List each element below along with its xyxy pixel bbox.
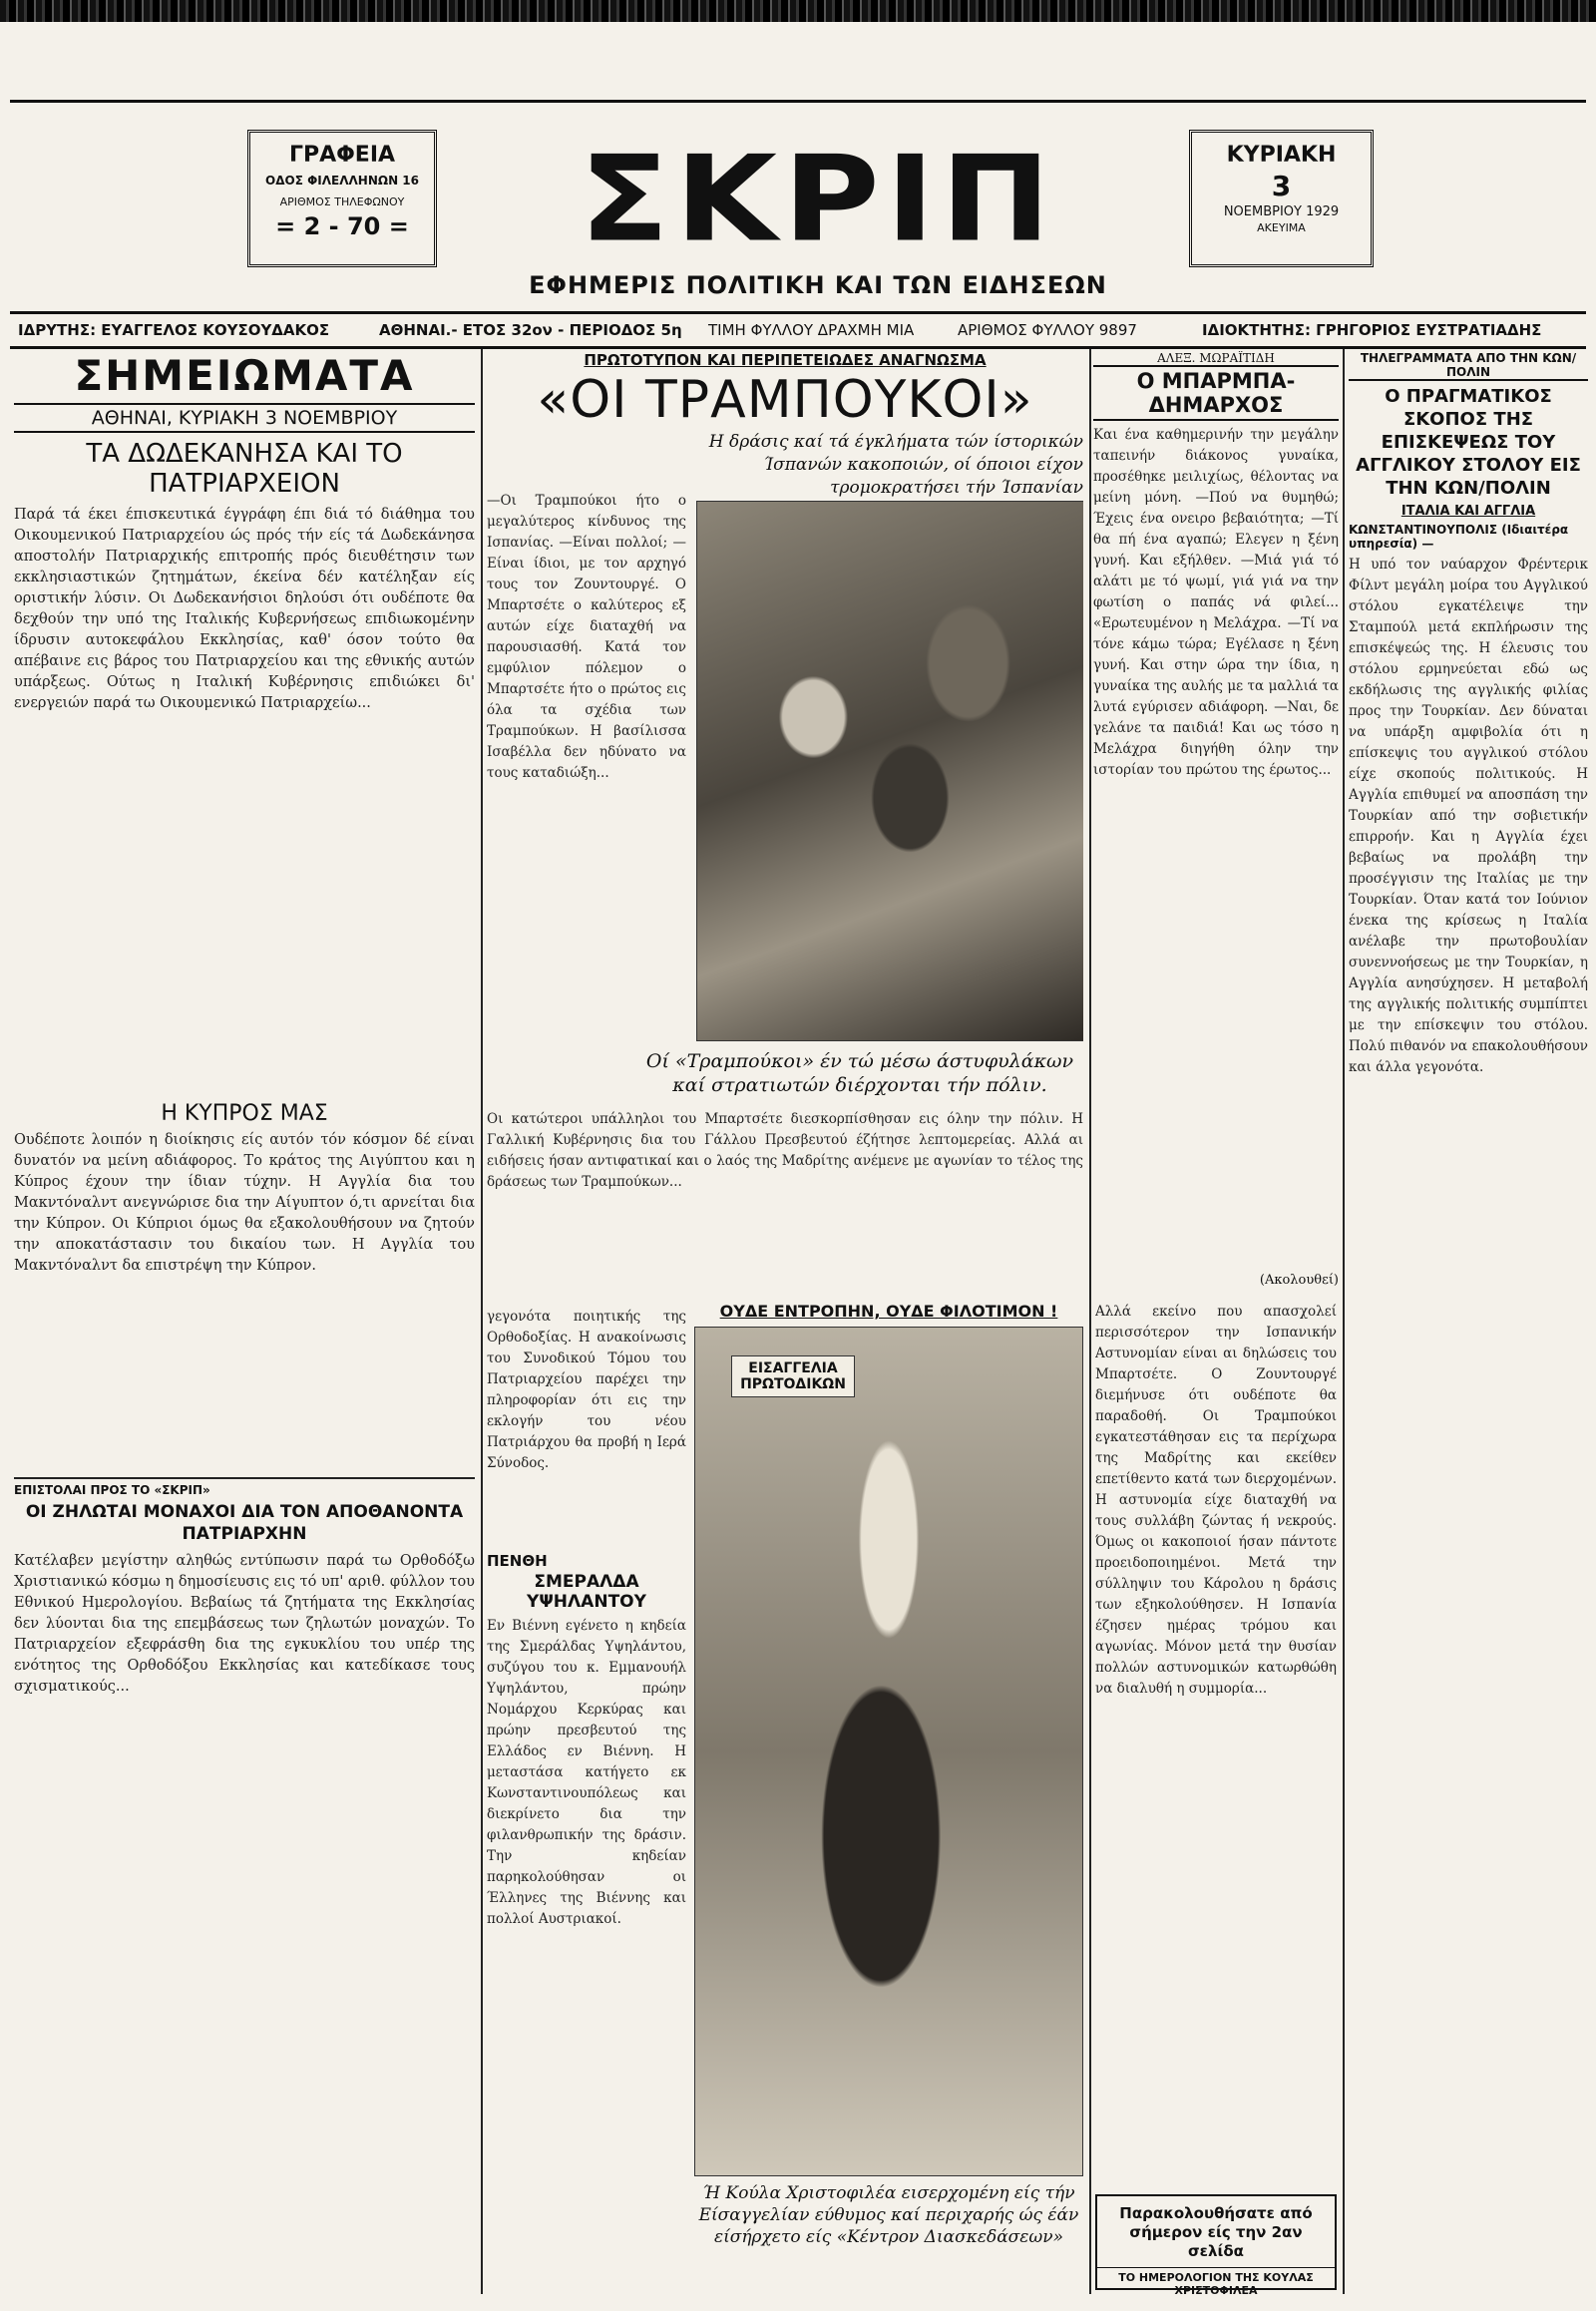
masthead-subtitle: ΕΦΗΜΕΡΙΣ ΠΟΛΙΤΙΚΗ ΚΑΙ ΤΩΝ ΕΙΔΗΣΕΩΝ <box>529 271 1107 299</box>
photo-banner: ΟΥΔΕ ΕΝΤΡΟΠΗΝ, ΟΥΔΕ ΦΙΛΟΤΙΜΟΝ ! <box>719 1302 1058 1321</box>
column-feature-continued <box>1095 1302 1337 2294</box>
diary-notice-title: ΤΟ ΗΜΕΡΟΛΟΓΙΟΝ ΤΗΣ ΚΟΥΛΑΣ ΧΡΙΣΤΟΦΙΛΕΑ <box>1097 2267 1335 2297</box>
weekday: ΚΥΡΙΑΚΗ <box>1226 143 1337 168</box>
serial-continued-marker: (Ακολουθεί) <box>1259 1273 1339 1288</box>
top-edge-border <box>0 0 1596 22</box>
phone-number: = 2 - 70 = <box>275 212 409 240</box>
founder-text: ΙΔΡΥΤΗΣ: ΕΥΑΓΓΕΛΟΣ ΚΟΥΣΟΥΔΑΚΟΣ <box>18 321 330 339</box>
article-body-continued: γεγονότα ποιητικής της Ορθοδοξίας. Η ανακοίνωσις του Συνοδικού Τόμου του Πατριαρχείου παρέχει την πληροφορίαν ότι εις την εκλογήν του νέου Πατριάρχου θα προβή η Ιερά Σύνοδος. <box>487 1309 686 1471</box>
photo-trampoukoi-procession <box>696 501 1083 1041</box>
photo-caption-koula: Ή Κούλα Χριστοφιλέα εισερχομένη είς τήν Είσαγγελίαν εύθυμος καί περιχαρής ώς έάν είσήρχετο είς «Κέντρον Διασκεδάσεων» <box>698 2183 1079 2247</box>
column-telegrams <box>1349 351 1588 2296</box>
obituary-label: ΠΕΝΘΗ <box>487 1552 548 1570</box>
owner-text: ΙΔΙΟΚΤΗΤΗΣ: ΓΡΗΓΟΡΙΟΣ ΕΥΣΤΡΑΤΙΑΔΗΣ <box>1202 321 1542 339</box>
header-top-rule <box>10 100 1586 103</box>
feature-deck: Η δράσις καί τά έγκλήματα τών ίστορικών Ίσπανών κακοποιών, οί όποιοι είχον τρομοκρατήσει τήν Ίσπανίαν <box>708 432 1083 498</box>
dateline: ΑΘΗΝΑΙ, ΚΥΡΙΑΚΗ 3 ΝΟΕΜΒΡΙΟΥ <box>14 403 475 433</box>
feature-kicker: ΠΡΩΤΟΤΥΠΟΝ ΚΑΙ ΠΕΡΙΠΕΤΕΙΩΔΕΣ ΑΝΑΓΝΩΣΜΑ <box>584 351 987 369</box>
office-address: ΟΔΟΣ ΦΙΛΕΛΛΗΝΩΝ 16 <box>265 174 419 188</box>
section-divider <box>14 1477 475 1479</box>
month-year: ΝΟΕΜΒΡΙΟΥ 1929 <box>1223 204 1340 219</box>
headline-dodecanese: ΤΑ ΔΩΔΕΚΑΝΗΣΑ ΚΑΙ ΤΟ ΠΑΤΡΙΑΡΧΕΙΟΝ <box>86 439 403 499</box>
article-body-cyprus: Ουδέποτε λοιπόν η διοίκησις είς αυτόν τόν κόσμον δέ είναι δυνατόν να μείνη αδιάφορος. Το κράτος της Αιγύπτου και η Κύπρος έχουν την ίδιαν τύχην. Η Αγγλία δια του Μακντόναλντ ανεγνώρισε δια την Αίγυπτον ό,τι αρνείται δια την Κύπρον. Οι Κύπριοι όμως θα εξακολουθήσουν να ζητούν την αποκατάστασιν του δικαίου των. Η Αγγλία του Μακντόναλντ δα επιστρέψη την Κύπρον. <box>14 1132 475 1274</box>
place-year-text: ΑΘΗΝΑΙ.- ΕΤΟΣ 32ον - ΠΕΡΙΟΔΟΣ 5η <box>379 321 682 339</box>
obituary-body: Εν Βιέννη εγένετο η κηδεία της Σμεράλδας Υψηλάντου, συζύγου του κ. Εμμανουήλ Υψηλάντου, πρώην Νομάρχου Κερκύρας και πρώην πρεσβευτού της Ελλάδος εν Βιέννη. Η μεταστάσα κατήγετο εκ Κωνσταντινουπόλεως και διεκρίνετο δια την φιλανθρωπικήν της δράσιν. Την κηδείαν παρηκολούθησαν οι Έλληνες της Βιέννης και πολλοί Αυστριακοί. <box>487 1618 686 1927</box>
column-divider-1 <box>481 349 483 2294</box>
serial-body: Και ένα καθημερινήν την μεγάλην ταπεινήν διάκονος γυναίκα, προσέθηκε μειλιχίως, θέλοντας να μείνη μόνη. —Πού να θυμηθώ; Έχεις ένα ονειρο βεβαιότητα; —Τί θα πή ένα αγαπώ; Ελεγεν η ξένη γυνή. Και εξήλθεν. —Μιά γιά τό αλάτι με τό ψωμί, γιά γιά να την φωτίση ο παπάς νά φιλεί... «Ερωτευμένον η Μελάχρα. —Τί να τόνε κάμω τώρα; Εγέλασε η ξένη γυνή. Και στην ώρα την ίδια, η γυναίκα της αυλής με τα μαλλιά τα λυτά εγύρισεν αδιάφορη. —Ναι, δε γελάνε τα παιδιά! Και ως τόσο η Μελάχρα διηγήθη όλην την ιστορίαν του πρώτου της έρωτος... <box>1093 427 1339 778</box>
column-notes <box>14 351 475 2296</box>
masthead-title: ΣΚΡΙΠ <box>579 130 1057 269</box>
feature-body-left: —Οι Τραμπούκοι ήτο ο μεγαλύτερος κίνδυνος της Ισπανίας. —Είναι πολλοί; —Είναι ίδιοι, με τον αρχηγό τους τον Ζουντουργέ. Ο Μπαρτσέτε ο καλύτερος εξ αυτών είχε διαταχθή να παρουσιασθή. Κατά τον εμφύλιον πόλεμον ο Μπαρτσέτε ήτο ο πρώτος εις όλα τα σχέδια των Τραμπούκων. Η βασίλισσα Ισαβέλλα δεν ηδύνατο να τους καταδιώξη... <box>487 493 686 781</box>
column-divider-2 <box>1089 349 1091 2294</box>
column-obituary <box>487 1307 686 2294</box>
price-text: ΤΙΜΗ ΦΥΛΛΟΥ ΔΡΑΧΜΗ ΜΙΑ <box>708 321 915 339</box>
letters-label: ΕΠΙΣΤΟΛΑΙ ΠΡΟΣ ΤΟ «ΣΚΡΙΠ» <box>14 1483 210 1497</box>
column-divider-3 <box>1343 349 1345 2294</box>
feature-headline: «ΟΙ ΤΡΑΜΠΟΥΚΟΙ» <box>537 370 1033 430</box>
column-serial <box>1093 351 1339 1299</box>
day-number: 3 <box>1271 170 1292 202</box>
serial-author: ΑΛΕΞ. ΜΩΡΑΪΤΙΔΗ <box>1157 351 1275 365</box>
serial-headline: Ο ΜΠΑΡΜΠΑ-ΔΗΜΑΡΧΟΣ <box>1093 365 1339 421</box>
office-label: ΓΡΑΦΕΙΑ <box>288 143 396 168</box>
publication-info-bar <box>10 311 1586 349</box>
date-box <box>1189 130 1374 267</box>
feature-body-bottom: Οι κατώτεροι υπάλληλοι του Μπαρτσέτε διεσκορπίσθησαν εις όλην την πόλιν. Η Γαλλική Κυβέρνησις δια του Γάλλου Πρεσβευτού έζήτησε λεπτομερείας. Αλλά αι ειδήσεις ήσαν αντιφατικαί και ο λαός της Μαδρίτης ανέμενε με αγωνίαν το τέλος της δράσεως των Τραμπούκων... <box>487 1111 1083 1190</box>
headline-cyprus: Η ΚΥΠΡΟΣ ΜΑΣ <box>161 1101 328 1126</box>
prosecutor-sign: ΕΙΣΑΓΓΕΛΙΑ ΠΡΩΤΟΔΙΚΩΝ <box>731 1355 855 1397</box>
photo-caption-trampoukoi: Οί «Τραμπούκοι» έν τώ μέσω άστυφυλάκων καί στρατιωτών διέρχονται τήν πόλιν. <box>645 1050 1074 1096</box>
phone-label: ΑΡΙΘΜΟΣ ΤΗΛΕΦΩΝΟΥ <box>279 195 405 208</box>
article-body-dodecanese: Παρά τά έκει έπισκευτικά έγγράφη έπι διά τό διάθημα του Οικουμενικού Πατριαρχείου ώς πρός τήν είς τά Δωδεκάνησα αποστολήν Πατριαρχικής επιτροπής πρός διευθέτησιν των εκκλησιαστικών ζητημάτων, έκείνα δέν κατέληξαν είς οριστικήν λύσιν. Οι Δωδεκανήσιοι δηλούσι ότι ουδέποτε θα δεχθούν την υπό της Ιταλικής Κυβερνήσεως επιδιωκομένην ίδρυσιν αυτοκεφάλου Εκκλησίας, καθ' όσον τούτο θα απέβαινε εις βάρος του Πατριαρχείου και της εθνικής αυτών υπάρξεως. Ούτως η Ιταλική Κυβέρνησις επιδιώκει δι' ενεργειών παρά τω Οικουμενικώ Πατριαρχείω... <box>14 507 475 711</box>
diary-notice-text: Παρακολουθήσατε από σήμερον είς την 2αν σελίδα <box>1119 2204 1313 2260</box>
office-info-box <box>247 130 437 267</box>
diary-notice-box <box>1095 2194 1337 2297</box>
edition-note: ΑΚΕΥΙΜΑ <box>1257 221 1306 234</box>
telegrams-label: ΤΗΛΕΓΡΑΜΜΑΤΑ ΑΠΟ ΤΗΝ ΚΩΝ/ΠΟΛΙΝ <box>1349 351 1588 381</box>
issue-number: ΑΡΙΘΜΟΣ ΦΥΛΛΟΥ 9897 <box>958 321 1137 339</box>
telegrams-body: Η υπό τον ναύαρχον Φρέντερικ Φίλντ μεγάλη μοίρα του Αγγλικού στόλου εγκατέλειψε την Σταμπούλ μετά εκπλήρωσιν της επισκέψεώς της. Η έλευσις του στόλου ερμηνεύεται εδώ ως εκδήλωσις της αγγλικής φιλίας προς την Τουρκίαν. Δεν δύναται να υπάρξη αμφιβολία ότι η επίσκεψις του αγγλικού στόλου είχε σκοπούς πολιτικούς. Η Αγγλία επιθυμεί να αποσπάση την Τουρκίαν από την σοβιετικήν επιρροήν. Και η Αγγλία έχει βεβαίως να προλάβη την προσέγγισιν της Ιταλίας με την Τουρκίαν. Όταν κατά τον Ιούνιον ένεκα της κρίσεως η Ιταλία ανέλαβε την πρωτοβουλίαν συνεννοήσεως με την Τουρκίαν, η Αγγλία ανησύχησεν. Η μεταβολή της αγγλικής πολιτικής συμπίπτει με την επίσκεψιν του στόλου. Πολύ πιθανόν να επακολουθήσουν και άλλα γεγονότα. <box>1349 557 1588 1075</box>
feature-trampoukoi <box>487 351 1083 1299</box>
article-body-zealots: Κατέλαβεν μεγίστην αληθώς εντύπωσιν παρά τω Ορθοδόξω Χριστιανικώ κόσμω η δημοσίευσις εις τό υπ' αριθ. φύλλον του Εθνικού Ημερολογίου. Βεβαίως τά ζητήματα της Εκκλησίας δεν λύονται δια της επεμβάσεως των ζηλωτών μοναχών. Το Πατριαρχείον εξεφράσθη δια της εγκυκλίου του υπέρ της ενότητος της Ορθοδόξου Εκκλησίας και κατεδίκασε τους σχισματικούς... <box>14 1553 475 1695</box>
telegrams-dateline: ΚΩΝΣΤΑΝΤΙΝΟΥΠΟΛΙΣ (Ιδιαιτέρα υπηρεσία) — <box>1349 523 1569 551</box>
section-title: ΣΗΜΕΙΩΜΑΤΑ <box>74 351 415 400</box>
photo-block-koula <box>694 1302 1083 2294</box>
telegrams-headline: Ο ΠΡΑΓΜΑΤΙΚΟΣ ΣΚΟΠΟΣ ΤΗΣ ΕΠΙΣΚΕΨΕΩΣ ΤΟΥ ΑΓΓΛΙΚΟΥ ΣΤΟΛΟΥ ΕΙΣ ΤΗΝ ΚΩΝ/ΠΟΛΙΝ <box>1356 386 1581 499</box>
obituary-headline: ΣΜΕΡΑΛΔΑ ΥΨΗΛΑΝΤΟΥ <box>527 1572 646 1612</box>
telegrams-subhead: ΙΤΑΛΙΑ ΚΑΙ ΑΓΓΛΙΑ <box>1400 504 1536 519</box>
feature-continued-body: Αλλά εκείνο που απασχολεί περισσότερον την Ισπανικήν Αστυνομίαν είναι αι δηλώσεις του Μπαρτσέτε. Ο Ζουντουργέ διεμήνυσε ότι ουδέποτε θα παραδοθή. Οι Τραμπούκοι εγκατεστάθησαν εις τα περίχωρα της Μαδρίτης και εκείθεν επετίθεντο κατά των διερχομένων. Η αστυνομία είχε διαταχθή να τους συλλάβη ζώντας ή νεκρούς. Όμως οι κακοποιοί ήσαν πάντοτε προειδοποιημένοι. Μετά την σύλληψιν του Κάρολου η δράσις των εξηκολούθησεν. Η Ισπανία έζησεν ημέρας τρόμου και αγωνίας. Μόνον μετά την θυσίαν πολλών αστυνομικών κατωρθώθη να διαλυθή η συμμορία... <box>1095 1304 1337 1697</box>
headline-zealots: ΟΙ ΖΗΛΩΤΑΙ ΜΟΝΑΧΟΙ ΔΙΑ ΤΟΝ ΑΠΟΘΑΝΟΝΤΑ ΠΑΤΡΙΑΡΧΗΝ <box>25 1502 464 1544</box>
photo-koula-christofilea <box>694 1327 1083 2176</box>
